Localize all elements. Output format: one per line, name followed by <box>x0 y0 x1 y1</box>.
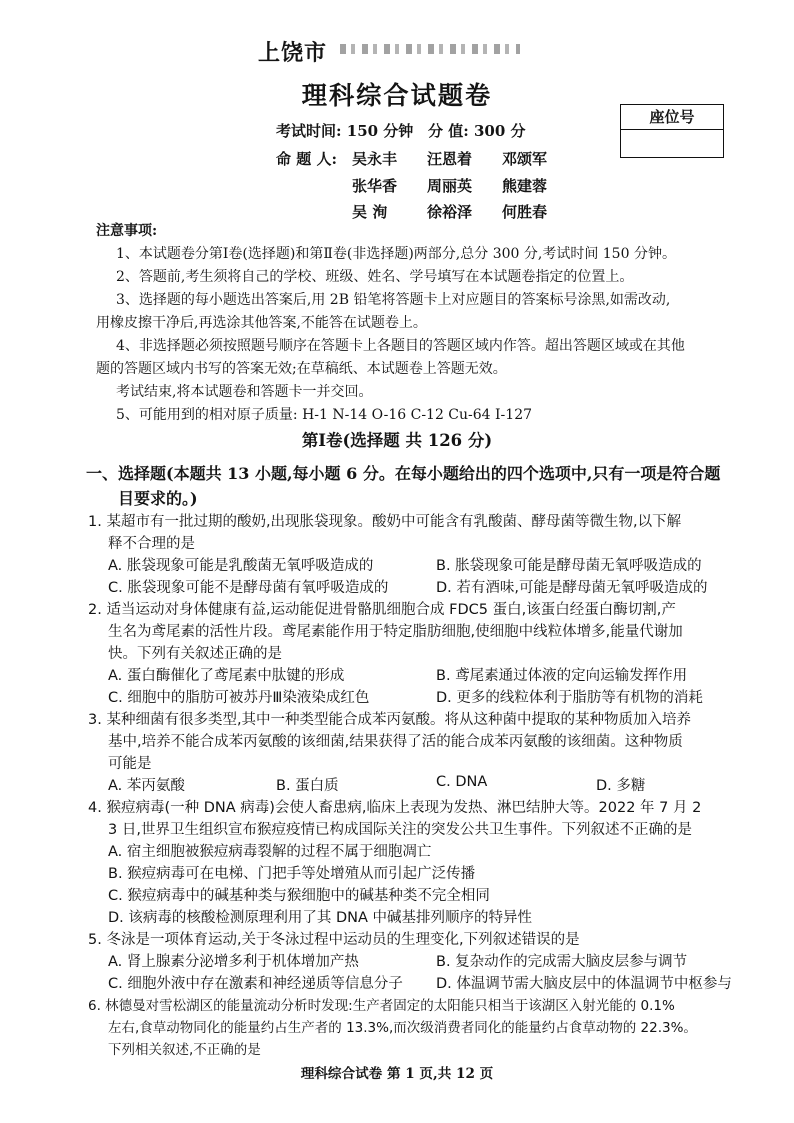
question-3-text: 3. 某种细菌有很多类型,其中一种类型能合成苯丙氨酸。将从这种菌中提取的某种物质加入培养 <box>88 712 692 728</box>
question-4-text: 4. 猴痘病毒(一种 DNA 病毒)会使人畜患病,临床上表现为发热、淋巴结肿大等。2022 年 7 月 2 <box>88 800 702 816</box>
author-name: 邓颂军 <box>502 150 548 168</box>
question-3-option-a: A. 苯丙氨酸 <box>108 778 185 794</box>
question-3-text: 可能是 <box>108 756 152 772</box>
question-6-text: 左右,食草动物同化的能量约占生产者的 13.3%,而次级消费者同化的能量约占食草动物的 22.3%。 <box>108 1020 697 1036</box>
question-3-option-b: B. 蛋白质 <box>276 778 339 794</box>
page-footer: 理科综合试卷 第 1 页,共 12 页 <box>300 1066 494 1082</box>
note-line: 3、选择题的每小题选出答案后,用 2B 铅笔将答题卡上对应题目的答案标号涂黑,如需改动, <box>116 292 671 308</box>
author-name: 吴永丰 <box>352 150 398 168</box>
author-name: 何胜春 <box>502 203 548 221</box>
question-5-option-d: D. 体温调节需大脑皮层中的体温调节中枢参与 <box>436 976 732 992</box>
question-4-option-b: B. 猴痘病毒可在电梯、门把手等处增殖从而引起广泛传播 <box>108 866 476 882</box>
authors-label: 命 题 人: <box>276 150 337 168</box>
seat-number-box <box>620 104 724 158</box>
author-name: 汪恩着 <box>427 150 473 168</box>
question-6-text: 6. 林德曼对雪松湖区的能量流动分析时发现:生产者固定的太阳能只相当于该湖区入射光能的 0.1% <box>88 998 675 1014</box>
section-heading: 目要求的。) <box>118 489 198 508</box>
question-4-text: 3 日,世界卫生组织宣布猴痘疫情已构成国际关注的突发公共卫生事件。下列叙述不正确的是 <box>108 822 692 838</box>
question-2-option-b: B. 鸢尾素通过体液的定向运输发挥作用 <box>436 668 688 684</box>
question-5-option-a: A. 肾上腺素分泌增多利于机体增加产热 <box>108 954 359 970</box>
section-heading: 一、选择题(本题共 13 小题,每小题 6 分。在每小题给出的四个选项中,只有一项是符合题 <box>86 464 721 483</box>
question-5-option-c: C. 细胞外液中存在激素和神经递质等信息分子 <box>108 976 403 992</box>
question-2-option-d: D. 更多的线粒体利于脂肪等有机物的消耗 <box>436 690 703 706</box>
note-line: 4、非选择题必须按照题号顺序在答题卡上各题目的答题区域内作答。超出答题区域或在其他 <box>116 338 685 354</box>
question-6-text: 下列相关叙述,不正确的是 <box>108 1042 261 1058</box>
note-line: 题的答题区域内书写的答案无效;在草稿纸、本试题卷上答题无效。 <box>96 361 507 377</box>
question-1-option-c: C. 胀袋现象可能不是酵母菌有氧呼吸造成的 <box>108 580 389 596</box>
note-line: 用橡皮擦干净后,再选涂其他答案,不能答在试题卷上。 <box>96 315 427 331</box>
question-3-text: 基中,培养不能合成苯丙氨酸的该细菌,结果获得了活的能合成苯丙氨酸的该细菌。这种物质 <box>108 734 683 750</box>
question-4-option-a: A. 宿主细胞被猴痘病毒裂解的过程不属于细胞凋亡 <box>108 844 432 860</box>
question-1-option-a: A. 胀袋现象可能是乳酸菌无氧呼吸造成的 <box>108 558 374 574</box>
note-line: 5、可能用到的相对原子质量: H-1 N-14 O-16 C-12 Cu-64 I-127 <box>116 407 533 423</box>
question-3-option-c: C. DNA <box>436 774 488 790</box>
author-name: 周丽英 <box>427 177 473 195</box>
question-5-text: 5. 冬泳是一项体育运动,关于冬泳过程中运动员的生理变化,下列叙述错误的是 <box>88 932 580 948</box>
question-1-text: 释不合理的是 <box>108 536 195 552</box>
question-4-option-c: C. 猴痘病毒中的碱基种类与猴细胞中的碱基种类不完全相同 <box>108 888 490 904</box>
exam-score: 分 值: 300 分 <box>428 122 526 140</box>
author-name: 吴 洵 <box>352 203 388 221</box>
question-2-text: 2. 适当运动对身体健康有益,运动能促进骨骼肌细胞合成 FDC5 蛋白,该蛋白经蛋白酶切割,产 <box>88 602 676 618</box>
question-2-text: 生名为鸢尾素的活性片段。鸢尾素能作用于特定脂肪细胞,使细胞中线粒体增多,能量代谢加 <box>108 624 683 640</box>
question-4-option-d: D. 该病毒的核酸检测原理利用了其 DNA 中碱基排列顺序的特异性 <box>108 910 533 926</box>
author-name: 徐裕泽 <box>427 203 473 221</box>
note-line: 考试结束,将本试题卷和答题卡一并交回。 <box>116 384 373 400</box>
page-title: 理科综合试题卷 <box>301 80 493 110</box>
header-obscured-text <box>340 44 520 54</box>
question-1-text: 1. 某超市有一批过期的酸奶,出现胀袋现象。酸奶中可能含有乳酸菌、酵母菌等微生物,以下解 <box>88 514 682 530</box>
question-5-option-b: B. 复杂动作的完成需大脑皮层参与调节 <box>436 954 688 970</box>
header-city: 上饶市 <box>258 40 328 66</box>
question-2-option-c: C. 细胞中的脂肪可被苏丹Ⅲ染液染成红色 <box>108 690 370 706</box>
question-2-text: 快。下列有关叙述正确的是 <box>108 646 282 662</box>
section-title: 第I卷(选择题 共 126 分) <box>301 431 493 450</box>
author-name: 熊建蓉 <box>502 177 548 195</box>
exam-time: 考试时间: 150 分钟 <box>276 122 414 140</box>
seat-number-label: 座位号 <box>621 105 723 130</box>
question-1-option-d: D. 若有酒味,可能是酵母菌无氧呼吸造成的 <box>436 580 708 596</box>
note-line: 1、本试题卷分第Ⅰ卷(选择题)和第Ⅱ卷(非选择题)两部分,总分 300 分,考试时间 150 分钟。 <box>116 246 676 262</box>
note-line: 2、答题前,考生须将自己的学校、班级、姓名、学号填写在本试题卷指定的位置上。 <box>116 269 634 285</box>
notes-heading: 注意事项: <box>96 223 158 239</box>
author-name: 张华香 <box>352 177 398 195</box>
question-1-option-b: B. 胀袋现象可能是酵母菌无氧呼吸造成的 <box>436 558 702 574</box>
question-2-option-a: A. 蛋白酶催化了鸢尾素中肽键的形成 <box>108 668 345 684</box>
question-3-option-d: D. 多糖 <box>596 778 646 794</box>
